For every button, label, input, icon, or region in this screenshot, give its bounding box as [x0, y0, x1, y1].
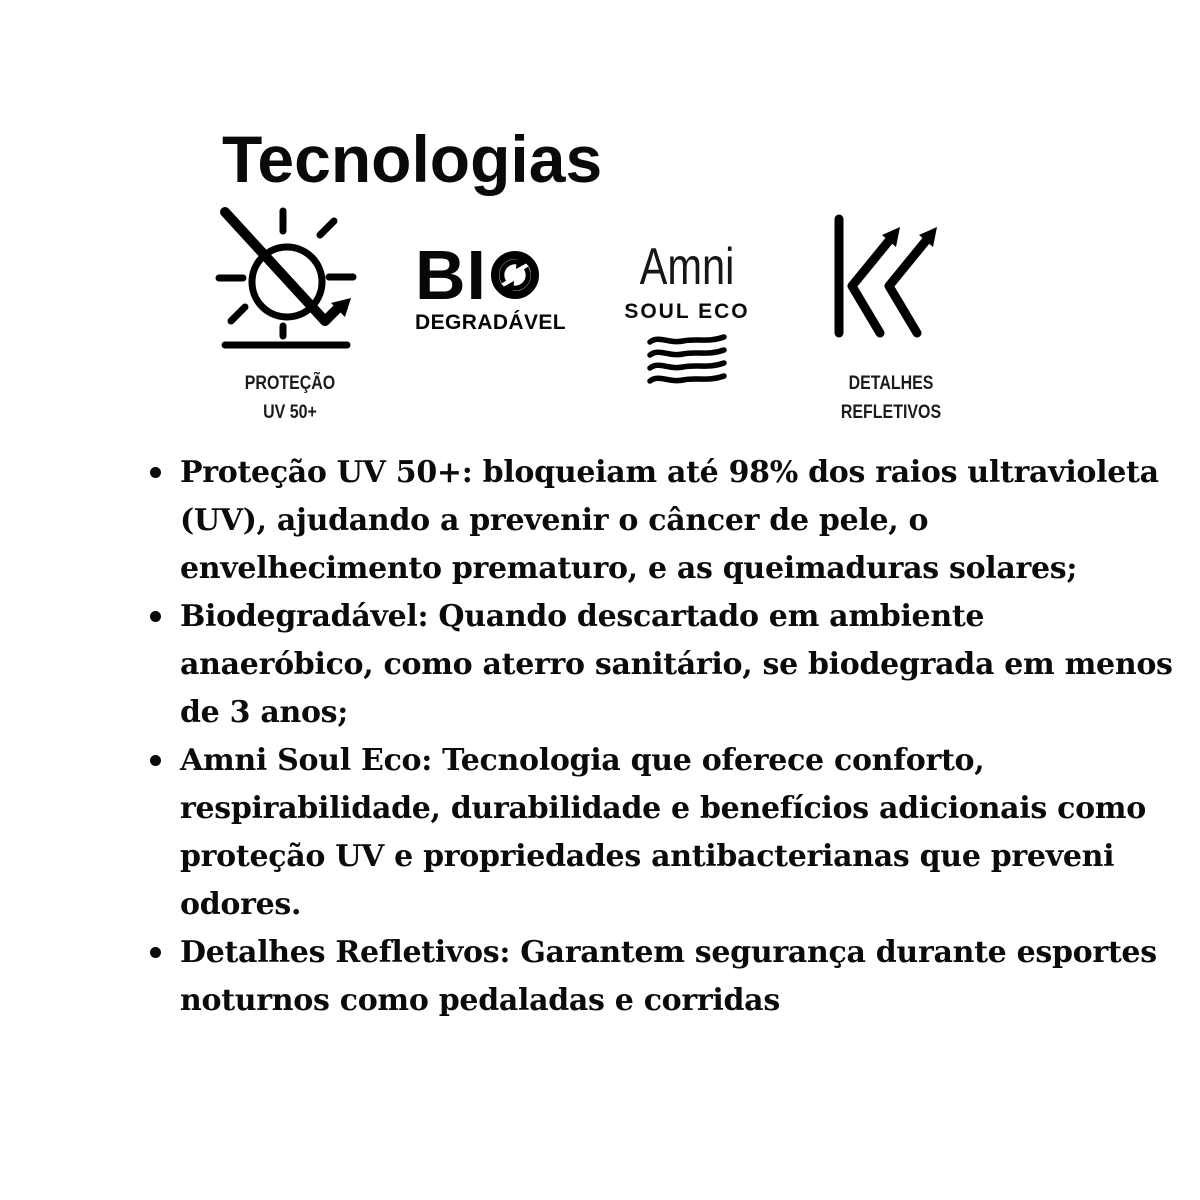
uv-protection-caption [219, 369, 362, 427]
bullet-dot [150, 611, 161, 622]
bio-wordmark: BI [415, 236, 487, 314]
tech-amni-soul-eco [612, 240, 762, 394]
bullet-line: Proteção UV 50+: bloqueiam até 98% dos raios ultravioleta [180, 455, 1159, 490]
biodegradable-label: DEGRADÁVEL [415, 311, 567, 334]
tech-uv-protection [215, 205, 365, 355]
biodegradable-logo [415, 236, 565, 314]
bullet-dot [150, 467, 161, 478]
waves-icon [647, 333, 727, 389]
reflective-details-caption [820, 369, 963, 427]
caption-line: UV 50+ [263, 402, 317, 423]
caption-line: PROTEÇÃO [244, 373, 336, 394]
bullet-dot [150, 755, 161, 766]
bullet-line: odores. [180, 887, 302, 922]
bullet-item-biodegradable [150, 593, 1173, 737]
bullet-line: de 3 anos; [180, 695, 349, 730]
reflective-arrows-icon [826, 203, 956, 343]
bullet-line: Amni Soul Eco: Tecnologia que oferece conforto, [180, 743, 985, 778]
soul-eco-label: SOUL ECO [624, 300, 750, 323]
bullet-item-uv [150, 449, 1159, 593]
page-title: Tecnologias [222, 122, 603, 196]
bullet-line: (UV), ajudando a prevenir o câncer de pele, o [180, 503, 929, 538]
bullet-line: proteção UV e propriedades antibacterianas que preveni [180, 839, 1115, 874]
bullet-dot [150, 947, 161, 958]
bullet-line: Biodegradável: Quando descartado em ambiente [180, 599, 985, 634]
tech-reflective-details [826, 203, 956, 343]
tech-description-list [150, 449, 1173, 1025]
tech-biodegradable [415, 236, 567, 335]
bullet-line: envelhecimento prematuro, e as queimaduras solares; [180, 551, 1078, 586]
amni-wordmark: Amni [639, 238, 735, 296]
bullet-line: Detalhes Refletivos: Garantem segurança durante esportes [180, 935, 1157, 970]
bullet-line: anaeróbico, como aterro sanitário, se biodegrada em menos [180, 647, 1173, 682]
no-sun-uv-icon [215, 205, 365, 355]
recycle-circle-icon [490, 250, 540, 300]
caption-line: REFLETIVOS [840, 402, 942, 423]
bullet-item-reflective [150, 929, 1157, 1025]
bullet-item-amni [150, 737, 1146, 929]
caption-line: DETALHES [848, 373, 934, 394]
bullet-line: respirabilidade, durabilidade e benefícios adicionais como [180, 791, 1146, 826]
bullet-line: noturnos como pedaladas e corridas [180, 983, 780, 1018]
